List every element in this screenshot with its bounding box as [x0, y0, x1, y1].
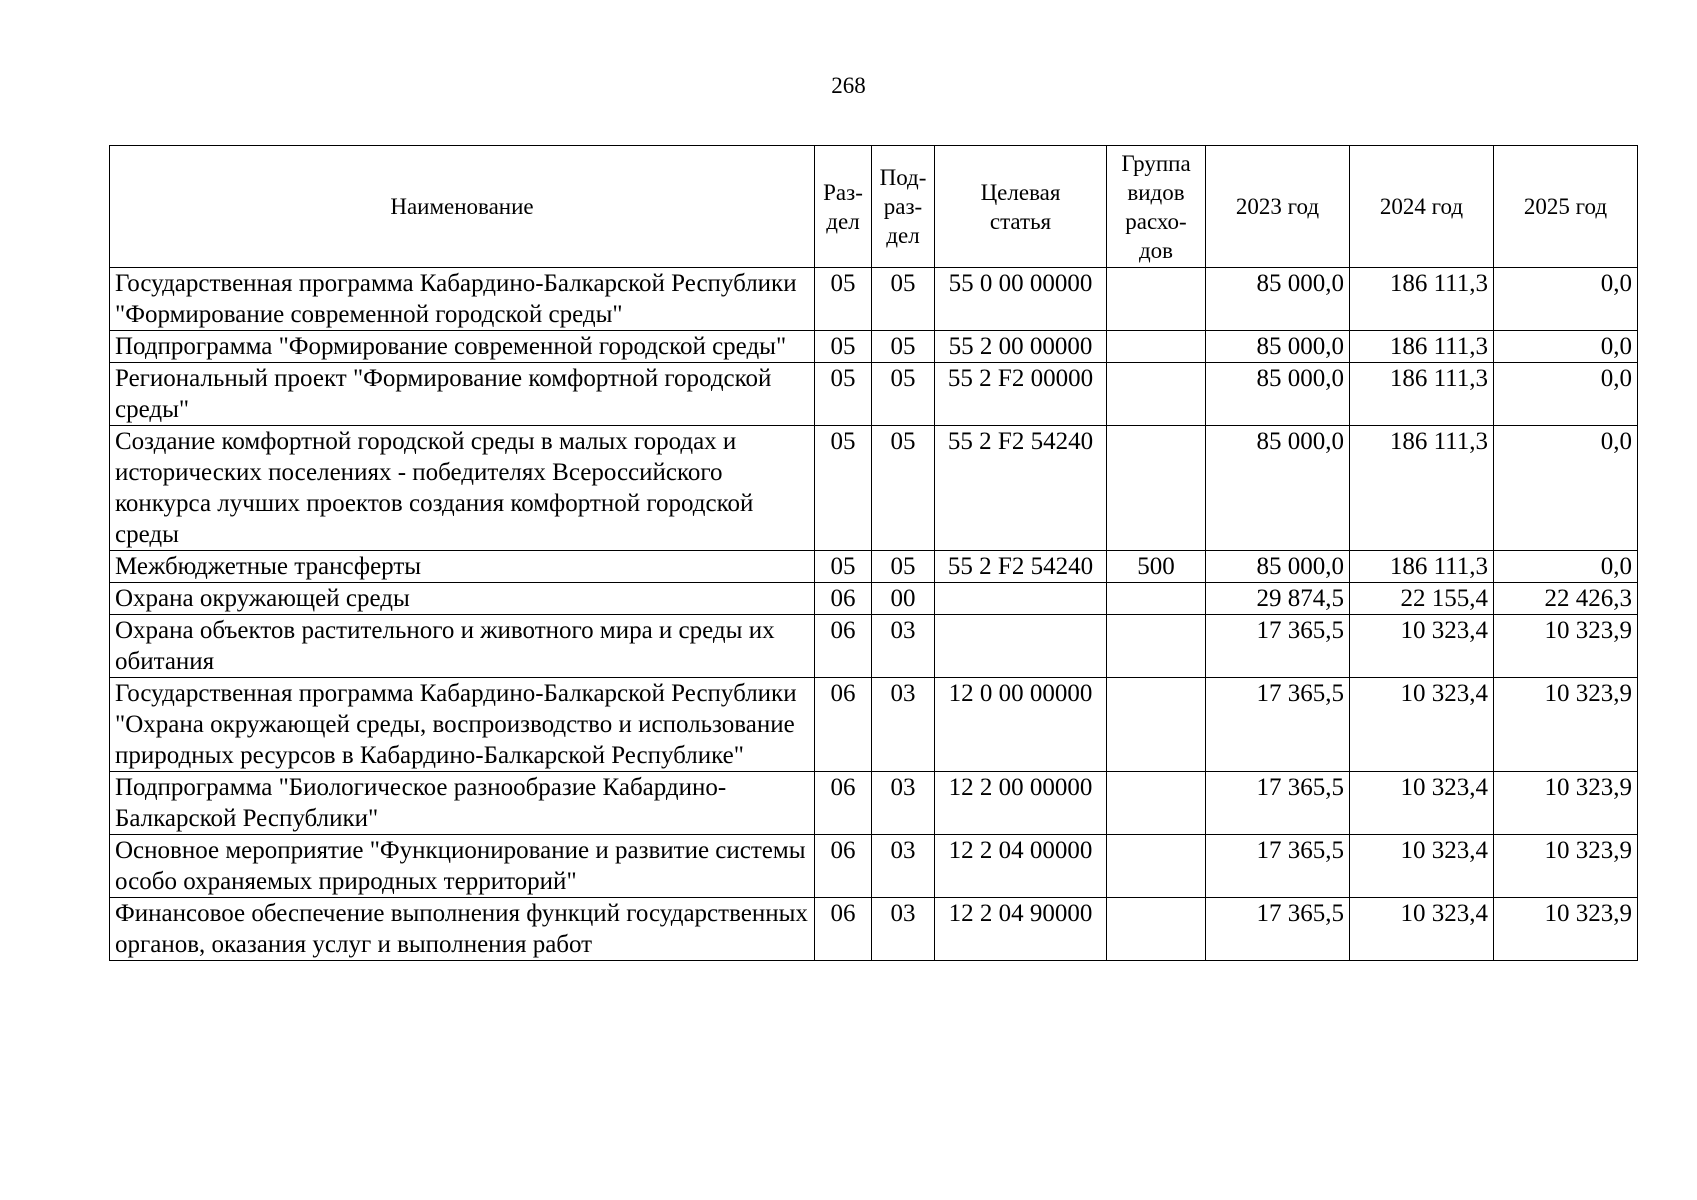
- header-2025: 2025 год: [1494, 146, 1638, 268]
- cell-target-article: 55 2 F2 00000: [935, 363, 1107, 426]
- cell-target-article: 55 0 00 00000: [935, 268, 1107, 331]
- cell-subsection: 03: [872, 615, 935, 678]
- cell-2025: 0,0: [1494, 268, 1638, 331]
- cell-2023: 29 874,5: [1206, 583, 1350, 615]
- cell-2023: 17 365,5: [1206, 678, 1350, 772]
- cell-target-article: 55 2 F2 54240: [935, 426, 1107, 551]
- cell-2025: 0,0: [1494, 363, 1638, 426]
- header-section: Раз- дел: [815, 146, 872, 268]
- cell-section: 05: [815, 331, 872, 363]
- cell-subsection: 00: [872, 583, 935, 615]
- table-row: [110, 331, 1638, 363]
- cell-section: 05: [815, 551, 872, 583]
- table-row: [110, 772, 1638, 835]
- cell-name: Подпрограмма "Биологическое разнообразие Кабардино-Балкарской Республики": [110, 772, 815, 835]
- table-row: [110, 678, 1638, 772]
- table-row: [110, 583, 1638, 615]
- header-row: [110, 146, 1638, 268]
- budget-table: [109, 145, 1638, 961]
- cell-expense-group: [1107, 268, 1206, 331]
- cell-section: 06: [815, 583, 872, 615]
- cell-section: 06: [815, 678, 872, 772]
- cell-expense-group: [1107, 898, 1206, 961]
- cell-name: Охрана окружающей среды: [110, 583, 815, 615]
- cell-section: 05: [815, 268, 872, 331]
- cell-expense-group: [1107, 678, 1206, 772]
- cell-2023: 17 365,5: [1206, 615, 1350, 678]
- cell-section: 05: [815, 363, 872, 426]
- cell-expense-group: [1107, 331, 1206, 363]
- cell-subsection: 05: [872, 551, 935, 583]
- cell-2025: 0,0: [1494, 551, 1638, 583]
- cell-2023: 85 000,0: [1206, 426, 1350, 551]
- cell-2024: 10 323,4: [1350, 898, 1494, 961]
- cell-subsection: 03: [872, 898, 935, 961]
- cell-name: Государственная программа Кабардино-Балкарской Республики "Охрана окружающей среды, воспроизводство и использование природных ресурсов в Кабардино-Балкарской Республике": [110, 678, 815, 772]
- cell-2025: 10 323,9: [1494, 898, 1638, 961]
- cell-name: Финансовое обеспечение выполнения функций государственных органов, оказания услуг и выполнения работ: [110, 898, 815, 961]
- cell-expense-group: [1107, 615, 1206, 678]
- cell-name: Создание комфортной городской среды в малых городах и исторических поселениях - победителях Всероссийского конкурса лучших проектов создания комфортной городской среды: [110, 426, 815, 551]
- cell-subsection: 03: [872, 835, 935, 898]
- cell-2023: 17 365,5: [1206, 772, 1350, 835]
- page-number: 268: [831, 73, 866, 98]
- cell-subsection: 03: [872, 772, 935, 835]
- cell-2024: 186 111,3: [1350, 551, 1494, 583]
- cell-section: 06: [815, 772, 872, 835]
- cell-target-article: 12 0 00 00000: [935, 678, 1107, 772]
- cell-2023: 17 365,5: [1206, 835, 1350, 898]
- cell-2024: 186 111,3: [1350, 331, 1494, 363]
- header-2023: 2023 год: [1206, 146, 1350, 268]
- cell-2025: 10 323,9: [1494, 772, 1638, 835]
- cell-subsection: 05: [872, 426, 935, 551]
- cell-expense-group: [1107, 772, 1206, 835]
- cell-2023: 85 000,0: [1206, 331, 1350, 363]
- cell-section: 05: [815, 426, 872, 551]
- cell-expense-group: 500: [1107, 551, 1206, 583]
- cell-2024: 10 323,4: [1350, 835, 1494, 898]
- cell-2024: 10 323,4: [1350, 678, 1494, 772]
- cell-target-article: 55 2 00 00000: [935, 331, 1107, 363]
- table-row: [110, 551, 1638, 583]
- cell-2025: 0,0: [1494, 426, 1638, 551]
- table-row: [110, 898, 1638, 961]
- cell-2025: 10 323,9: [1494, 835, 1638, 898]
- cell-2024: 186 111,3: [1350, 268, 1494, 331]
- cell-section: 06: [815, 898, 872, 961]
- cell-2025: 0,0: [1494, 331, 1638, 363]
- cell-2025: 10 323,9: [1494, 615, 1638, 678]
- cell-2023: 85 000,0: [1206, 268, 1350, 331]
- cell-name: Государственная программа Кабардино-Балкарской Республики "Формирование современной городской среды": [110, 268, 815, 331]
- table-row: [110, 268, 1638, 331]
- cell-subsection: 05: [872, 363, 935, 426]
- cell-2024: 22 155,4: [1350, 583, 1494, 615]
- table-row: [110, 426, 1638, 551]
- cell-expense-group: [1107, 835, 1206, 898]
- header-expense-group: Группа видов расхо- дов: [1107, 146, 1206, 268]
- cell-2023: 85 000,0: [1206, 551, 1350, 583]
- table-row: [110, 835, 1638, 898]
- cell-2023: 85 000,0: [1206, 363, 1350, 426]
- cell-expense-group: [1107, 583, 1206, 615]
- cell-subsection: 03: [872, 678, 935, 772]
- cell-target-article: [935, 615, 1107, 678]
- cell-name: Основное мероприятие "Функционирование и развитие системы особо охраняемых природных территорий": [110, 835, 815, 898]
- cell-2024: 10 323,4: [1350, 615, 1494, 678]
- header-2024: 2024 год: [1350, 146, 1494, 268]
- cell-2025: 10 323,9: [1494, 678, 1638, 772]
- cell-subsection: 05: [872, 268, 935, 331]
- cell-2023: 17 365,5: [1206, 898, 1350, 961]
- cell-subsection: 05: [872, 331, 935, 363]
- cell-target-article: 55 2 F2 54240: [935, 551, 1107, 583]
- table-row: [110, 615, 1638, 678]
- cell-2024: 10 323,4: [1350, 772, 1494, 835]
- cell-target-article: 12 2 00 00000: [935, 772, 1107, 835]
- cell-expense-group: [1107, 426, 1206, 551]
- cell-name: Охрана объектов растительного и животного мира и среды их обитания: [110, 615, 815, 678]
- cell-2024: 186 111,3: [1350, 363, 1494, 426]
- header-subsection: Под- раз- дел: [872, 146, 935, 268]
- header-target-article: Целевая статья: [935, 146, 1107, 268]
- cell-target-article: 12 2 04 00000: [935, 835, 1107, 898]
- cell-section: 06: [815, 615, 872, 678]
- cell-target-article: [935, 583, 1107, 615]
- cell-2025: 22 426,3: [1494, 583, 1638, 615]
- cell-name: Региональный проект "Формирование комфортной городской среды": [110, 363, 815, 426]
- table-row: [110, 363, 1638, 426]
- cell-name: Подпрограмма "Формирование современной городской среды": [110, 331, 815, 363]
- cell-expense-group: [1107, 363, 1206, 426]
- cell-2024: 186 111,3: [1350, 426, 1494, 551]
- cell-section: 06: [815, 835, 872, 898]
- cell-name: Межбюджетные трансферты: [110, 551, 815, 583]
- header-name: Наименование: [110, 146, 815, 268]
- cell-target-article: 12 2 04 90000: [935, 898, 1107, 961]
